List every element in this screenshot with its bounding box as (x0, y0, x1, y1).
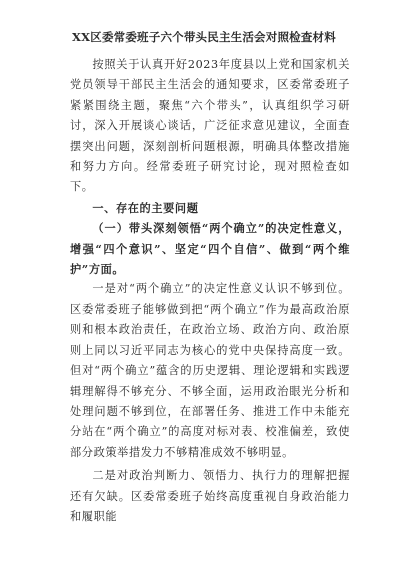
document-title: XX区委常委班子六个带头民主生活会对照检查材料 (72, 30, 336, 44)
intro-paragraph: 按照关于认真开好2023年度县以上党和国家机关党员领导干部民主生活会的通知要求，区委常委班子紧紧围绕主题，聚焦“六个带头”，认真组织学习研讨，深入开展谈心谈话，广泛征求意见建议，全面查摆突出问题，深刻剖析问题根源，明确具体整改措施和努力方向。经常委班子研究讨论，现对照检查如下。 (70, 58, 350, 194)
subsection-heading: （一）带头深刻领悟“两个确立”的决定性意义，增强“四个意识”、坚定“四个自信”、做到“两个维护”方面。 (70, 221, 350, 277)
section-heading: 一、存在的主要问题 (92, 200, 199, 215)
document-body (70, 55, 350, 527)
body-paragraph-1: 一是对“两个确立”的决定性意义认识不够到位。区委常委班子能够做到把“两个确立”作为最高政治原则和根本政治责任，在政治立场、政治方向、政治原则上同以习近平同志为核心的党中央保持高度一致。但对“两个确立”蕴含的历史逻辑、理论逻辑和实践逻辑理解得不够充分、不够全面，运用政治眼光分析和处理问题不够到位，在部署任务、推进工作中未能充分站在“两个确立”的高度对标对表、校准偏差，致使部分政策举措发力不够精准成效不够明显。 (70, 282, 350, 459)
body-paragraph-2: 二是对政治判断力、领悟力、执行力的理解把握还有欠缺。区委常委班子始终高度重视自身政治能力和履职能 (70, 469, 350, 523)
